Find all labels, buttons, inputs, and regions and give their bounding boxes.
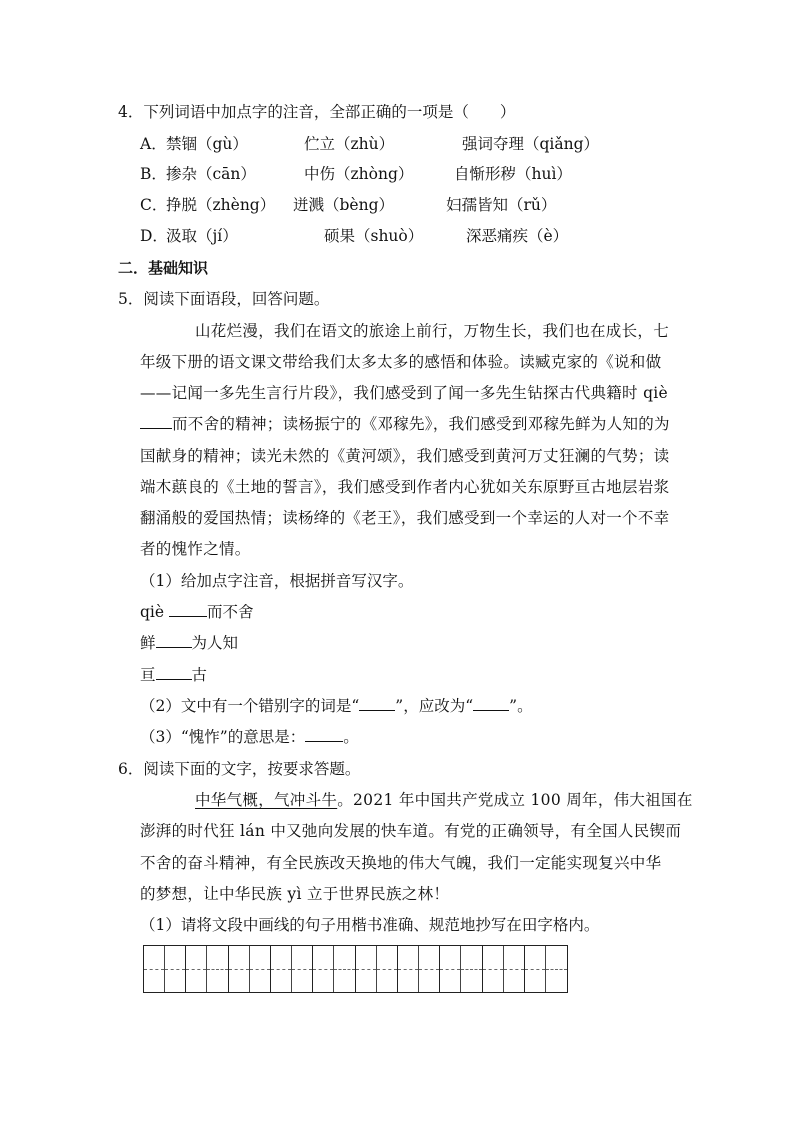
answer-blank[interactable] — [473, 710, 509, 711]
option-word: 强词夺理（qiǎng） — [462, 135, 600, 153]
grid-cell[interactable] — [377, 946, 398, 992]
grid-cell[interactable] — [461, 946, 482, 992]
option-label: A． — [140, 135, 167, 153]
sub3-text: 。 — [343, 728, 359, 746]
grid-cell[interactable] — [165, 946, 186, 992]
passage-line: 不舍的奋斗精神，有全民族改天换地的伟大气魄，我们一定能实现复兴中华 — [140, 854, 662, 872]
q6-sub1: （1）请将文段中画线的句子用楷书准确、规范地抄写在田字格内。 — [140, 916, 600, 934]
fill-prefix: 亘 — [140, 666, 156, 684]
answer-blank[interactable] — [140, 428, 172, 429]
option-word: 汲取（jí） — [166, 227, 238, 245]
grid-cell[interactable] — [292, 946, 313, 992]
q5-sub2 — [140, 696, 533, 716]
grid-cell[interactable] — [525, 946, 546, 992]
underlined-sentence: 中华气概，气冲斗牛 — [195, 791, 338, 809]
q5-sub1: （1）给加点字注音，根据拼音写汉字。 — [140, 572, 414, 590]
passage-line: 澎湃的时代狂 lán 中又弛向发展的快车道。有党的正确领导，有全国人民锲而 — [140, 822, 682, 840]
option-word: 妇孺皆知（rǔ） — [446, 196, 557, 214]
option-word: 自惭形秽（huì） — [454, 165, 572, 183]
grid-cell[interactable] — [313, 946, 334, 992]
q5-sub3 — [140, 727, 359, 747]
passage-line: ——记闻一多先生言行片段》，我们感受到了闻一多先生钻探古代典籍时 qiè — [140, 384, 669, 402]
answer-blank[interactable] — [156, 679, 192, 680]
option-word: 掺杂（cān） — [166, 165, 256, 183]
grid-cell[interactable] — [250, 946, 271, 992]
option-word: 硕果（shuò） — [324, 227, 424, 245]
answer-blank[interactable] — [359, 710, 395, 711]
fill-row-gen — [140, 665, 207, 685]
section-heading: 二．基础知识 — [118, 259, 209, 277]
grid-cell[interactable] — [207, 946, 228, 992]
passage-line: 山花烂漫，我们在语文的旅途上前行，万物生长，我们也在成长，七 — [195, 322, 670, 340]
tianzige-grid[interactable] — [143, 945, 568, 993]
fill-suffix: 为人知 — [191, 634, 239, 652]
passage-line: 者的愧怍之情。 — [140, 540, 251, 558]
answer-blank[interactable] — [305, 741, 343, 742]
fill-row-qie — [140, 602, 254, 622]
passage-line — [195, 790, 693, 810]
grid-cell[interactable] — [229, 946, 250, 992]
fill-suffix: 古 — [191, 666, 208, 684]
passage-text: 。2021 年中国共产党成立 100 周年，伟大祖国在 — [337, 791, 693, 809]
grid-cell[interactable] — [271, 946, 292, 992]
grid-cell[interactable] — [144, 946, 165, 992]
grid-cell[interactable] — [440, 946, 461, 992]
option-label: B． — [140, 165, 167, 183]
passage-text: 而不舍的精神；读杨振宁的《邓稼先》，我们感受到邓稼先鲜为人知的为 — [172, 415, 670, 433]
option-word: 深恶痛疾（è） — [466, 227, 569, 245]
q4-stem: 4．下列词语中加点字的注音，全部正确的一项是（ ） — [118, 103, 516, 121]
fill-suffix: 而不舍 — [207, 603, 254, 621]
passage-line: 的梦想，让中华民族 yì 立于世界民族之林！ — [140, 885, 450, 903]
answer-blank[interactable] — [156, 647, 192, 648]
passage-line: 国献身的精神；读光未然的《黄河颂》，我们感受到黄河万丈狂澜的气势；读 — [140, 447, 670, 465]
q5-stem: 5．阅读下面语段，回答问题。 — [118, 290, 330, 308]
option-word: 伫立（zhù） — [304, 135, 395, 153]
grid-cell[interactable] — [356, 946, 377, 992]
sub3-text: （3）“愧怍”的意思是： — [140, 728, 306, 746]
option-word: 挣脱（zhèng） — [166, 196, 276, 214]
q6-stem: 6．阅读下面的文字，按要求答题。 — [118, 760, 361, 778]
grid-cell[interactable] — [546, 946, 567, 992]
sub2-text: （2）文中有一个错别字的词是“ — [140, 697, 360, 715]
grid-cell[interactable] — [334, 946, 355, 992]
option-word: 中伤（zhòng） — [304, 165, 414, 183]
grid-cell[interactable] — [419, 946, 440, 992]
grid-cell[interactable] — [398, 946, 419, 992]
fill-prefix: 鲜 — [140, 634, 156, 652]
passage-line — [140, 414, 670, 434]
option-label: D． — [140, 227, 168, 245]
passage-line: 翻涌般的爱国热情；读杨绛的《老王》，我们感受到一个幸运的人对一个不幸 — [140, 509, 670, 527]
passage-line: 年级下册的语文课文带给我们太多太多的感悟和体验。读臧克家的《说和做 — [140, 353, 662, 371]
grid-cell[interactable] — [504, 946, 525, 992]
option-label: C． — [140, 196, 168, 214]
passage-line: 端木蕻良的《土地的誓言》，我们感受到作者内心犹如关东原野亘古地层岩浆 — [140, 478, 670, 496]
sub2-text: ”。 — [509, 697, 533, 715]
fill-row-xian — [140, 633, 238, 653]
grid-cell[interactable] — [186, 946, 207, 992]
pinyin-text: qiè — [140, 603, 165, 621]
answer-blank[interactable] — [169, 616, 207, 617]
grid-cell[interactable] — [483, 946, 504, 992]
option-word: 禁锢（gù） — [166, 135, 248, 153]
sub2-text: ”，应改为“ — [395, 697, 474, 715]
option-word: 迸溅（bèng） — [293, 196, 395, 214]
